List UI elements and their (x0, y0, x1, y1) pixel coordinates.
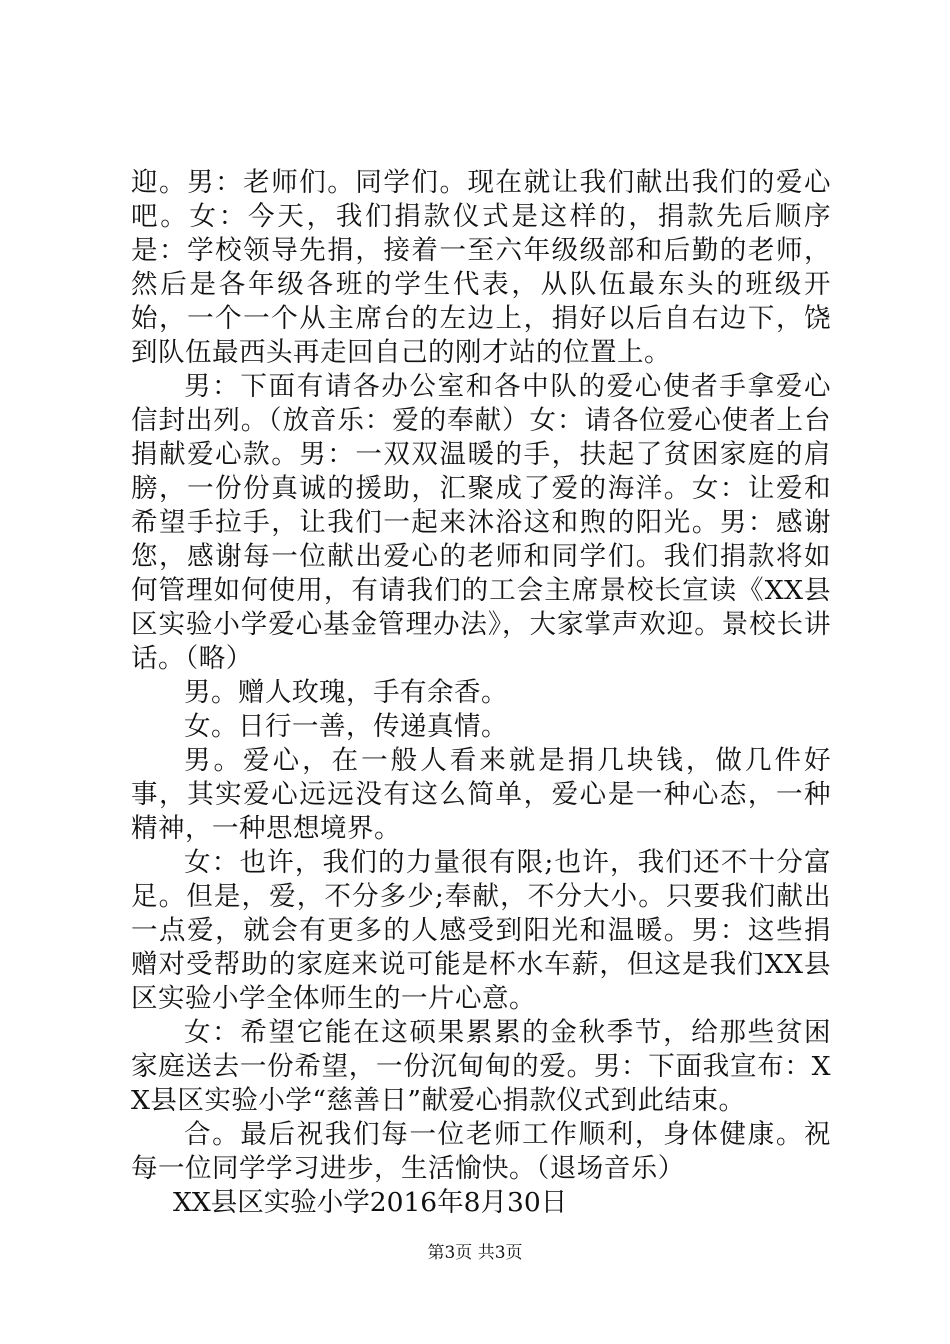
document-body (131, 166, 831, 1220)
paragraph-4: 女。日行一善，传递真情。 (184, 711, 508, 742)
signature-line: XX县区实验小学2016年8月30日 (173, 1187, 568, 1218)
paragraph-3: 男。赠人玫瑰，手有余香。 (184, 677, 508, 708)
paragraph-2: 男：下面有请各办公室和各中队的爱心使者手拿爱心信封出列。（放音乐：爱的奉献）女：请各位爱心使者上台捐献爱心款。男：一双双温暖的手，扶起了贫困家庭的肩膀，一份份真诚的援助，汇聚成了爱的海洋。女：让爱和希望手拉手，让我们一起来沐浴这和煦的阳光。男：感谢您，感谢每一位献出爱心的老师和同学们。我们捐款将如何管理如何使用，有请我们的工会主席景校长宣读《XX县区实验小学爱心基金管理办法》，大家掌声欢迎。景校长讲话。（略） (131, 371, 831, 674)
paragraph-8: 合。最后祝我们每一位老师工作顺利，身体健康。祝每一位同学学习进步，生活愉快。（退场音乐） (131, 1119, 831, 1184)
paragraph-5: 男。爱心，在一般人看来就是捐几块钱，做几件好事，其实爱心远远没有这么简单，爱心是一种心态，一种精神，一种思想境界。 (131, 745, 831, 844)
paragraph-7: 女：希望它能在这硕果累累的金秋季节，给那些贫困家庭送去一份希望，一份沉甸甸的爱。男：下面我宣布：XX县区实验小学“慈善日”献爱心捐款仪式到此结束。 (131, 1017, 831, 1116)
paragraph-1: 迎。男：老师们。同学们。现在就让我们献出我们的爱心吧。女：今天，我们捐款仪式是这样的，捐款先后顺序是：学校领导先捐，接着一至六年级级部和后勤的老师，然后是各年级各班的学生代表，从队伍最东头的班级开始，一个一个从主席台的左边上，捐好以后自右边下，饶到队伍最西头再走回自己的刚才站的位置上。 (131, 167, 831, 368)
paragraph-6: 女：也许，我们的力量很有限;也许，我们还不十分富足。但是，爱，不分多少;奉献，不分大小。只要我们献出一点爱，就会有更多的人感受到阳光和温暖。男：这些捐赠对受帮助的家庭来说可能是杯水车薪，但这是我们XX县区实验小学全体师生的一片心意。 (131, 847, 831, 1014)
page-number-footer: 第3页 共3页 (427, 1243, 523, 1263)
